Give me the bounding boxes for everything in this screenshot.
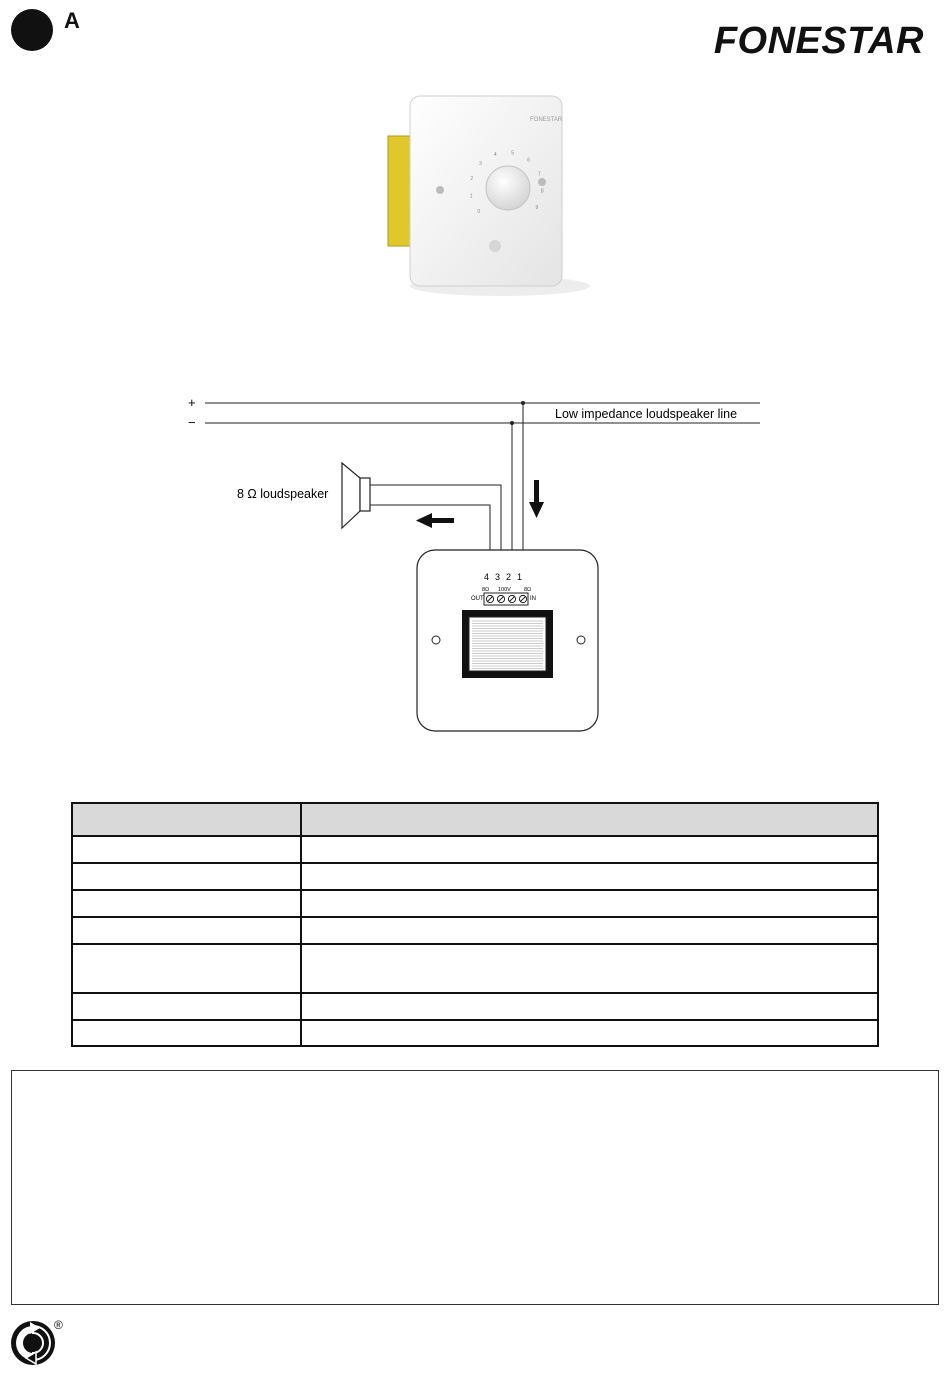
terminal-number-2: 2: [506, 572, 512, 582]
table-row: [73, 835, 877, 837]
green-dot-recycling-icon: [10, 1320, 56, 1366]
terminal-number-4: 4: [484, 572, 490, 582]
table-row: [73, 1019, 877, 1021]
dial-mark: 9: [535, 205, 539, 212]
loudspeaker-icon: [342, 463, 370, 528]
arrow-down-icon: [529, 480, 544, 518]
terminal-number-3: 3: [495, 572, 501, 582]
dial-mark: 1: [469, 193, 473, 200]
table-row: [73, 943, 877, 945]
dial-mark: 7: [537, 171, 541, 178]
section-badge: [11, 9, 53, 51]
screw-hole-left: [436, 186, 444, 194]
table-row: [73, 992, 877, 994]
table-header: [73, 804, 877, 837]
notes-box: [11, 1070, 939, 1305]
dial-mark: 4: [493, 151, 497, 158]
dial-mark: 8: [540, 188, 544, 195]
plate-brand: FONESTAR: [530, 117, 563, 123]
minus-symbol: −: [188, 415, 196, 430]
plus-symbol: +: [188, 395, 196, 410]
transformer-core: [469, 617, 546, 671]
table-row: [73, 862, 877, 864]
dial-mark: 6: [527, 157, 530, 164]
dial-mark: 2: [470, 176, 474, 183]
speaker-label: 8 Ω loudspeaker: [237, 487, 329, 501]
table-row: [73, 889, 877, 891]
dial-mark: 0: [477, 209, 481, 216]
terminal-8ohm-right: 8Ω: [524, 587, 532, 593]
terminal-out-label: OUT: [471, 596, 484, 602]
terminal-8ohm-left: 8Ω: [482, 587, 490, 593]
product-photo: [380, 86, 590, 296]
led-hole: [489, 240, 501, 252]
arrow-left-icon: [416, 513, 454, 528]
table-column-divider: [300, 804, 302, 1045]
brand-logo: FONESTAR: [713, 20, 924, 62]
wiring-diagram: [180, 388, 770, 738]
screw-hole-right: [538, 178, 546, 186]
rear-screw-hole-left: [432, 636, 440, 644]
table-row: [73, 916, 877, 918]
specifications-table: [71, 802, 879, 1047]
registered-mark: ®: [54, 1318, 63, 1332]
terminal-100v: 100V: [498, 587, 511, 593]
rear-screw-hole-right: [577, 636, 585, 644]
dial-mark: 3: [479, 161, 482, 167]
dial-mark: 5: [511, 150, 515, 157]
line-label: Low impedance loudspeaker line: [555, 407, 738, 421]
volume-knob: [486, 166, 530, 210]
terminal-in-label: IN: [530, 596, 536, 602]
section-letter: A: [64, 8, 80, 33]
terminal-number-1: 1: [517, 572, 523, 582]
